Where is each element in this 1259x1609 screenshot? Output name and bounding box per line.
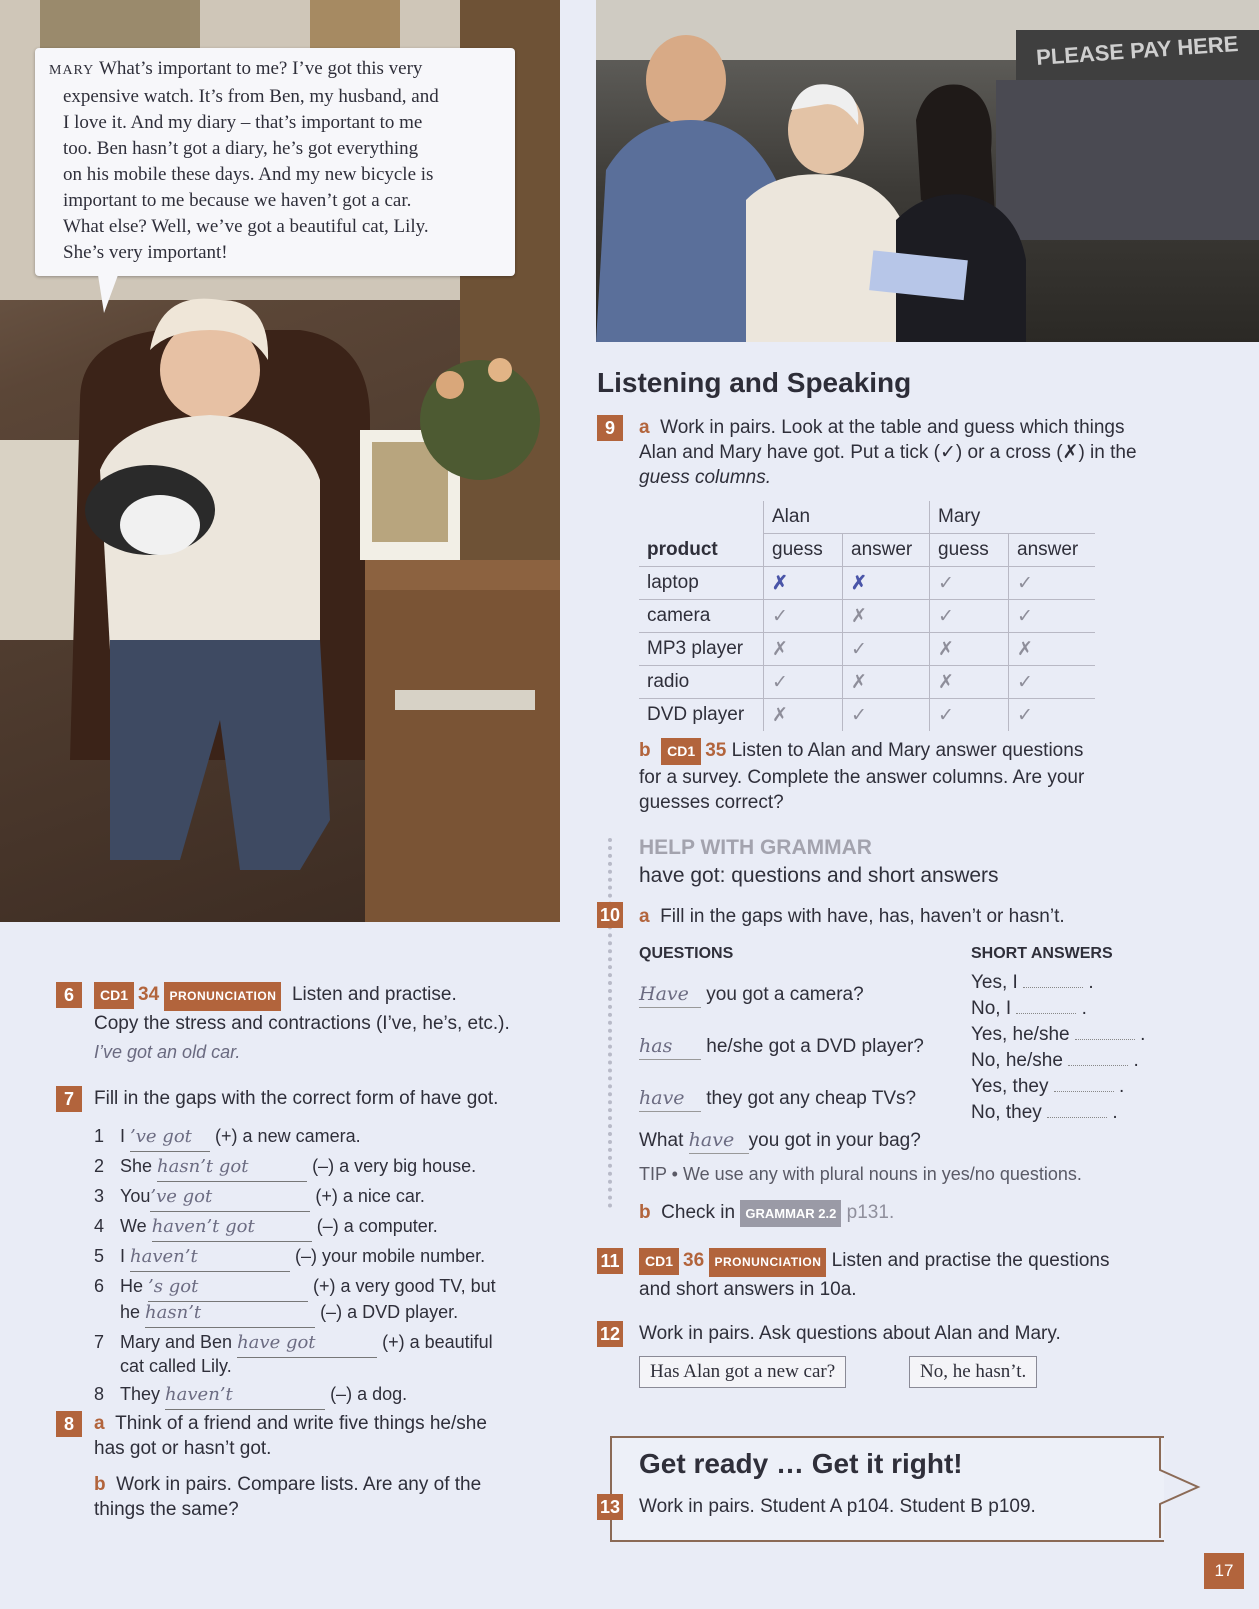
mark-cell[interactable]: ✓ [930, 600, 1009, 633]
grammar-dotted-rule [608, 838, 616, 1208]
help-grammar-title: HELP WITH GRAMMAR [639, 836, 872, 859]
answer-field[interactable]: haven’t [165, 1381, 325, 1410]
table-row [639, 567, 1095, 600]
exercise-13-number: 13 [597, 1494, 623, 1520]
product-cell: MP3 player [639, 633, 764, 666]
answer-blank[interactable] [1047, 1117, 1107, 1118]
store-sign: PLEASE PAY HERE [1035, 30, 1240, 71]
exercise-9-number: 9 [597, 415, 623, 441]
mark-cell[interactable]: ✓ [930, 567, 1009, 600]
table-head-mary: Mary [930, 501, 1096, 534]
table-row [639, 633, 1095, 666]
speech-bubble-tail [98, 275, 118, 313]
help-grammar-subtitle: have got: questions and short answers [639, 864, 999, 887]
mark-cell[interactable]: ✗ [1009, 633, 1096, 666]
list-item: 8 They haven’t (–) a dog. [94, 1380, 496, 1410]
speaker-name: MARY [49, 63, 95, 78]
list-item: cat called Lily. [120, 1356, 232, 1376]
mark-cell[interactable]: ✗ [764, 699, 843, 732]
bubble-line-3: I love it. And my diary – that’s important to me [63, 112, 423, 133]
answer-field[interactable]: has [639, 1034, 701, 1060]
product-cell: camera [639, 600, 764, 633]
exercise-13-instructions: Work in pairs. Student A p104. Student B p109. [639, 1496, 1036, 1517]
table-col-mary-answer: answer [1009, 534, 1096, 567]
mark-cell[interactable]: ✗ [930, 633, 1009, 666]
mark-cell[interactable]: ✓ [1009, 567, 1096, 600]
answer-blank[interactable] [1054, 1091, 1114, 1092]
answer-field[interactable]: hasn’t [145, 1299, 315, 1328]
table-col-alan-guess: guess [764, 534, 843, 567]
speech-bubble [35, 48, 515, 276]
pronunciation-tag: PRONUNCIATION [709, 1248, 826, 1277]
short-answer: Yes, they . [971, 1076, 1125, 1097]
guess-table [639, 501, 1095, 731]
exercise-8a-instructions: a Think of a friend and write five things he/she has got or hasn’t got. [94, 1413, 487, 1459]
exercise-11-number: 11 [597, 1248, 623, 1274]
answer-field[interactable]: Have [639, 982, 701, 1008]
track-number: 36 [683, 1250, 705, 1271]
product-cell: laptop [639, 567, 764, 600]
short-answer: Yes, I . [971, 972, 1094, 993]
answer-blank[interactable] [1016, 1013, 1076, 1014]
exercise-9a-instructions: a Work in pairs. Look at the table and guess which things Alan and Mary have got. Put a tick (✓) or a cross (✗) in the guess columns. [639, 417, 1137, 488]
answer-speech-bubble: No, he hasn’t. [909, 1356, 1037, 1388]
short-answer: No, I . [971, 998, 1087, 1019]
answer-blank[interactable] [1075, 1039, 1135, 1040]
mark-cell[interactable]: ✓ [764, 600, 843, 633]
table-col-product: product [639, 534, 764, 567]
question-row: have they got any cheap TVs? [639, 1086, 916, 1112]
exercise-12-instructions: Work in pairs. Ask questions about Alan and Mary. [639, 1323, 1061, 1344]
mark-cell[interactable]: ✓ [1009, 666, 1096, 699]
exercise-6-instructions: CD1 34 PRONUNCIATION Listen and practise. Copy the stress and contractions (I’ve, he’s, etc.). [94, 984, 510, 1034]
exercise-7-number: 7 [56, 1086, 82, 1112]
page-number: 17 [1204, 1553, 1244, 1589]
bubble-line-7: What else? Well, we’ve got a beautiful cat, Lily. [63, 216, 429, 237]
list-item: 2 She hasn’t got (–) a very big house. [94, 1152, 496, 1182]
question-row: What have you got in your bag? [639, 1128, 921, 1154]
list-item: 6 He ’s got (+) a very good TV, but [94, 1272, 496, 1302]
exercise-9b-instructions: b CD1 35 Listen to Alan and Mary answer questions for a survey. Complete the answer columns. Are your guesses correct? [639, 740, 1085, 813]
mark-cell[interactable]: ✓ [1009, 600, 1096, 633]
table-col-mary-guess: guess [930, 534, 1009, 567]
answer-field[interactable]: have [689, 1128, 749, 1154]
short-answer: No, they . [971, 1102, 1118, 1123]
list-item: he hasn’t (–) a DVD player. [94, 1298, 496, 1328]
list-item: 7 Mary and Ben have got (+) a beautiful [94, 1328, 496, 1358]
mark-cell[interactable]: ✗ [764, 633, 843, 666]
exercise-7-instructions: Fill in the gaps with the correct form of have got. [94, 1088, 499, 1109]
answer-field[interactable]: ’ve got [130, 1123, 210, 1152]
list-item: 1 I ’ve got (+) a new camera. [94, 1122, 496, 1152]
exercise-8-number: 8 [56, 1411, 82, 1437]
exercise-7-list [94, 1122, 496, 1410]
mark-cell[interactable]: ✓ [1009, 699, 1096, 732]
product-cell: DVD player [647, 704, 745, 725]
mark-cell[interactable]: ✗ [843, 600, 930, 633]
bubble-line-8: She’s very important! [63, 242, 228, 263]
answer-field[interactable]: haven’t got [152, 1213, 312, 1242]
answer-field[interactable]: haven’t [130, 1243, 290, 1272]
bubble-line-6: important to me because we haven’t got a car. [63, 190, 412, 211]
photo-shop-scene [596, 0, 1259, 342]
table-row [639, 600, 1095, 633]
mark-cell[interactable]: ✗ [930, 666, 1009, 699]
track-number: 35 [705, 740, 727, 761]
grammar-tip: TIP • We use any with plural nouns in yes/no questions. [639, 1164, 1082, 1184]
list-item: 3 You’ve got (+) a nice car. [94, 1182, 496, 1212]
questions-heading: QUESTIONS [639, 945, 734, 962]
answer-field[interactable]: ’s got [148, 1273, 308, 1302]
section-title: Listening and Speaking [597, 367, 912, 398]
bubble-line-1: MARY What’s important to me? I’ve got this very [49, 58, 423, 79]
table-head-alan: Alan [764, 501, 930, 534]
answer-field[interactable]: hasn’t got [157, 1153, 307, 1182]
grammar-reference-tag[interactable]: GRAMMAR 2.2 [740, 1200, 841, 1227]
bubble-line-5: on his mobile these days. And my new bicycle is [63, 164, 434, 185]
exercise-10b-instructions: b Check in GRAMMAR 2.2 p131. [639, 1200, 894, 1227]
short-answers-heading: SHORT ANSWERS [971, 945, 1113, 962]
exercise-11-instructions: CD1 36 PRONUNCIATION Listen and practise the questions and short answers in 10a. [639, 1250, 1110, 1300]
answer-blank[interactable] [1023, 987, 1083, 988]
get-ready-arrow [1158, 1434, 1204, 1540]
table-col-alan-answer: answer [843, 534, 930, 567]
exercise-12-number: 12 [597, 1321, 623, 1347]
question-row: Have you got a camera? [639, 982, 864, 1008]
bubble-line-4: too. Ben hasn’t got a diary, he’s got everything [63, 138, 419, 159]
answer-field[interactable]: ’ve got [150, 1183, 310, 1212]
mark-cell[interactable]: ✗ [843, 567, 930, 600]
mark-cell[interactable]: ✓ [930, 699, 1009, 732]
mark-cell[interactable]: ✓ [843, 633, 930, 666]
table-row [639, 699, 1095, 732]
cd-tag: CD1 [94, 982, 134, 1009]
cd-tag: CD1 [661, 738, 701, 765]
exercise-6-example: I’ve got an old car. [94, 1042, 241, 1062]
bubble-line-2: expensive watch. It’s from Ben, my husband, and [63, 86, 439, 107]
cd-tag: CD1 [639, 1248, 679, 1275]
short-answer: No, he/she . [971, 1050, 1139, 1071]
exercise-6-number: 6 [56, 982, 82, 1008]
answer-field[interactable]: have got [237, 1329, 377, 1358]
exercise-8b-instructions: b Work in pairs. Compare lists. Are any of the things the same? [94, 1474, 482, 1520]
get-ready-title: Get ready … Get it right! [639, 1448, 963, 1479]
answer-blank[interactable] [1068, 1065, 1128, 1066]
product-cell: radio [639, 666, 764, 699]
mark-cell[interactable]: ✓ [843, 699, 930, 732]
exercise-10-number: 10 [597, 902, 623, 928]
question-row: has he/she got a DVD player? [639, 1034, 924, 1060]
question-speech-bubble: Has Alan got a new car? [639, 1356, 846, 1388]
list-item: 5 I haven’t (–) your mobile number. [94, 1242, 496, 1272]
pronunciation-tag: PRONUNCIATION [164, 982, 281, 1011]
list-item: 4 We haven’t got (–) a computer. [94, 1212, 496, 1242]
exercise-10a-instructions: a Fill in the gaps with have, has, haven’t or hasn’t. [639, 906, 1065, 927]
mark-cell[interactable]: ✗ [764, 567, 843, 600]
table-row [639, 666, 1095, 699]
short-answer: Yes, he/she . [971, 1024, 1146, 1045]
mark-cell[interactable]: ✓ [764, 666, 843, 699]
mark-cell[interactable]: ✗ [843, 666, 930, 699]
answer-field[interactable]: have [639, 1086, 701, 1112]
track-number: 34 [138, 984, 160, 1005]
